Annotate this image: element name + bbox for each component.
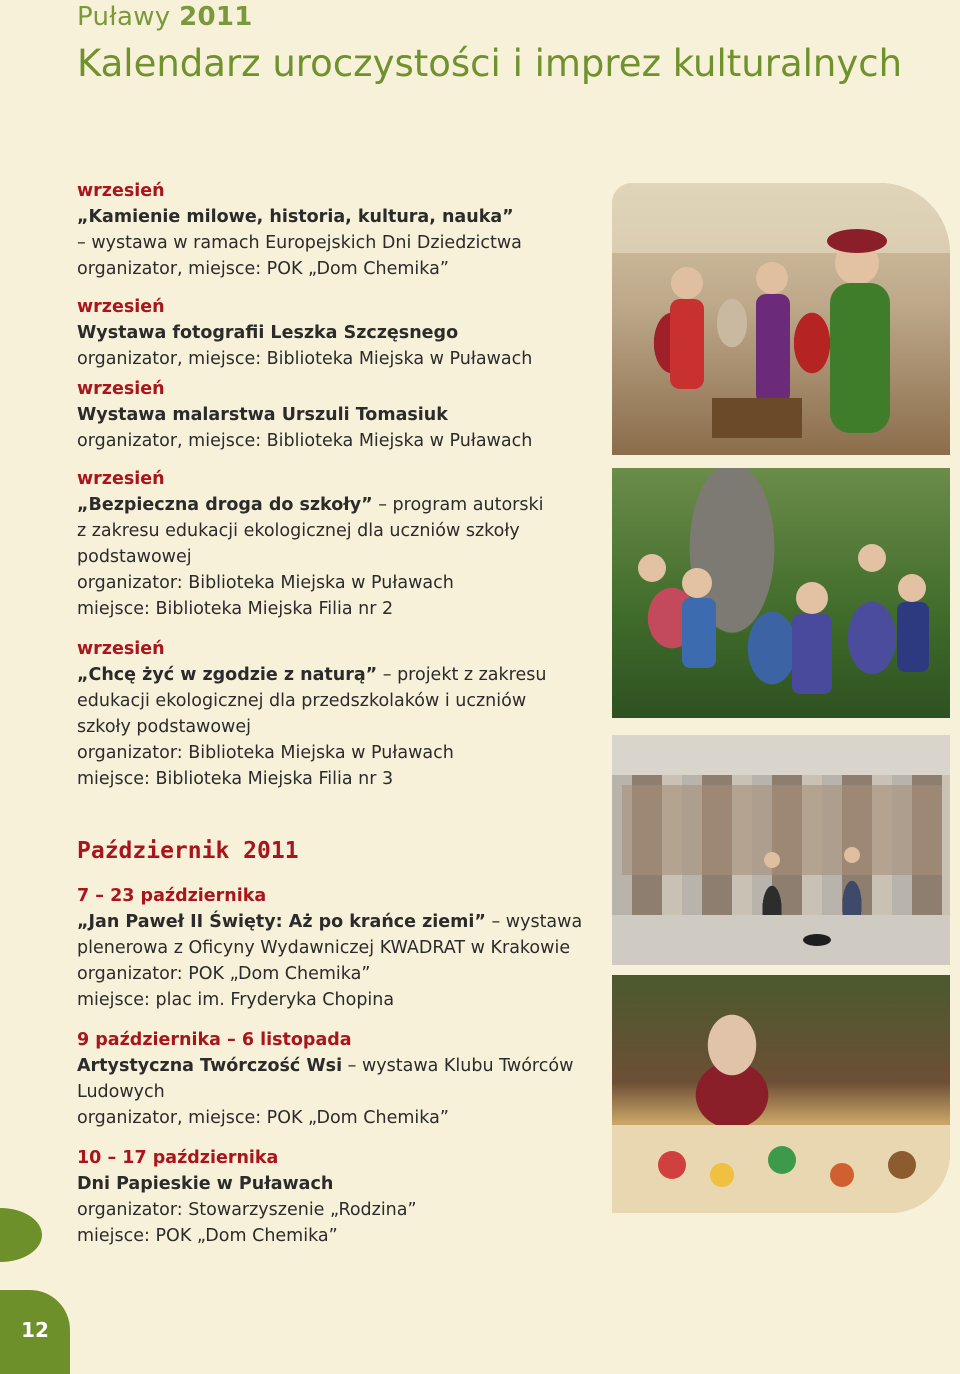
event-line: plenerowa z Oficyny Wydawniczej KWADRAT w Krakowie [77, 938, 571, 958]
page-number: 12 [21, 1318, 49, 1342]
event-title-line [77, 909, 597, 935]
event-3 [77, 376, 597, 454]
event-line: podstawowej [77, 547, 192, 567]
event-line: organizator, miejsce: Biblioteka Miejska w Puławach [77, 431, 533, 451]
event-line: organizator: Stowarzyszenie „Rodzina” [77, 1200, 417, 1220]
event-title-line [77, 662, 597, 688]
event-title: „Kamienie milowe, historia, kultura, nauka” [77, 207, 514, 227]
event-line: organizator: POK „Dom Chemika” [77, 964, 371, 984]
header-year: 2011 [179, 2, 253, 32]
photo-folk-artist-table [612, 975, 950, 1213]
event-line: organizator, miejsce: POK „Dom Chemika” [77, 259, 449, 279]
event-month: wrzesień [77, 469, 165, 489]
photo-costumed-children-figures [612, 183, 950, 455]
event-title: „Bezpieczna droga do szkoły” [77, 495, 373, 515]
photo-outdoor-exhibition [612, 735, 950, 965]
september-events [77, 178, 597, 792]
event-4 [77, 466, 597, 622]
header-city: Puławy [77, 2, 171, 32]
event-title: „Jan Paweł II Święty: Aż po krańce ziemi” [77, 912, 486, 932]
event-line: szkoły podstawowej [77, 717, 252, 737]
event-date: 9 października – 6 listopada [77, 1030, 352, 1050]
event-line: miejsce: Biblioteka Miejska Filia nr 3 [77, 769, 394, 789]
photo-costumed-children [612, 183, 950, 455]
event-line: – wystawa w ramach Europejskich Dni Dziedzictwa [77, 233, 522, 253]
event-title-suffix: – wystawa [485, 912, 583, 932]
event-line: organizator: Biblioteka Miejska w Puławach [77, 743, 454, 763]
event-month: wrzesień [77, 297, 165, 317]
october-event-2 [77, 1027, 597, 1131]
event-2 [77, 294, 597, 372]
event-date: 7 – 23 października [77, 886, 267, 906]
event-title-line [77, 1053, 597, 1079]
event-title: „Chcę żyć w zgodzie z naturą” [77, 665, 378, 685]
event-title: Artystyczna Twórczość Wsi [77, 1056, 343, 1076]
photo-children-outdoor-figures [612, 468, 950, 718]
event-line: z zakresu edukacji ekologicznej dla uczniów szkoły [77, 521, 520, 541]
event-month: wrzesień [77, 379, 165, 399]
event-month: wrzesień [77, 181, 165, 201]
event-line: miejsce: POK „Dom Chemika” [77, 1226, 338, 1246]
page-header-kicker [77, 2, 253, 32]
event-title: Wystawa malarstwa Urszuli Tomasiuk [77, 405, 448, 425]
page-title: Kalendarz uroczystości i imprez kulturalnych [77, 42, 903, 85]
photo-children-outdoor [612, 468, 950, 718]
event-line: miejsce: plac im. Fryderyka Chopina [77, 990, 395, 1010]
event-date: 10 – 17 października [77, 1148, 279, 1168]
october-events [77, 883, 597, 1249]
october-event-1 [77, 883, 597, 1013]
event-month: wrzesień [77, 639, 165, 659]
event-title-suffix: – projekt z zakresu [377, 665, 547, 685]
decorative-circle [0, 1208, 42, 1262]
event-line: edukacji ekologicznej dla przedszkolaków i uczniów [77, 691, 527, 711]
event-title-suffix: – wystawa Klubu Twórców [342, 1056, 574, 1076]
event-5 [77, 636, 597, 792]
event-line: organizator, miejsce: POK „Dom Chemika” [77, 1108, 449, 1128]
event-title-suffix: – program autorski [372, 495, 544, 515]
october-event-3 [77, 1145, 597, 1249]
photo-folk-artist [612, 975, 950, 1213]
event-1 [77, 178, 597, 282]
event-line: organizator, miejsce: Biblioteka Miejska w Puławach [77, 349, 533, 369]
event-line: Ludowych [77, 1082, 165, 1102]
event-title-line [77, 492, 597, 518]
event-title: Dni Papieskie w Puławach [77, 1174, 334, 1194]
event-title: Wystawa fotografii Leszka Szczęsnego [77, 323, 459, 343]
event-line: miejsce: Biblioteka Miejska Filia nr 2 [77, 599, 394, 619]
photo-outdoor-exhibition-boards [612, 735, 950, 965]
event-line: organizator: Biblioteka Miejska w Puławach [77, 573, 454, 593]
october-section-title: Październik 2011 [77, 838, 299, 864]
